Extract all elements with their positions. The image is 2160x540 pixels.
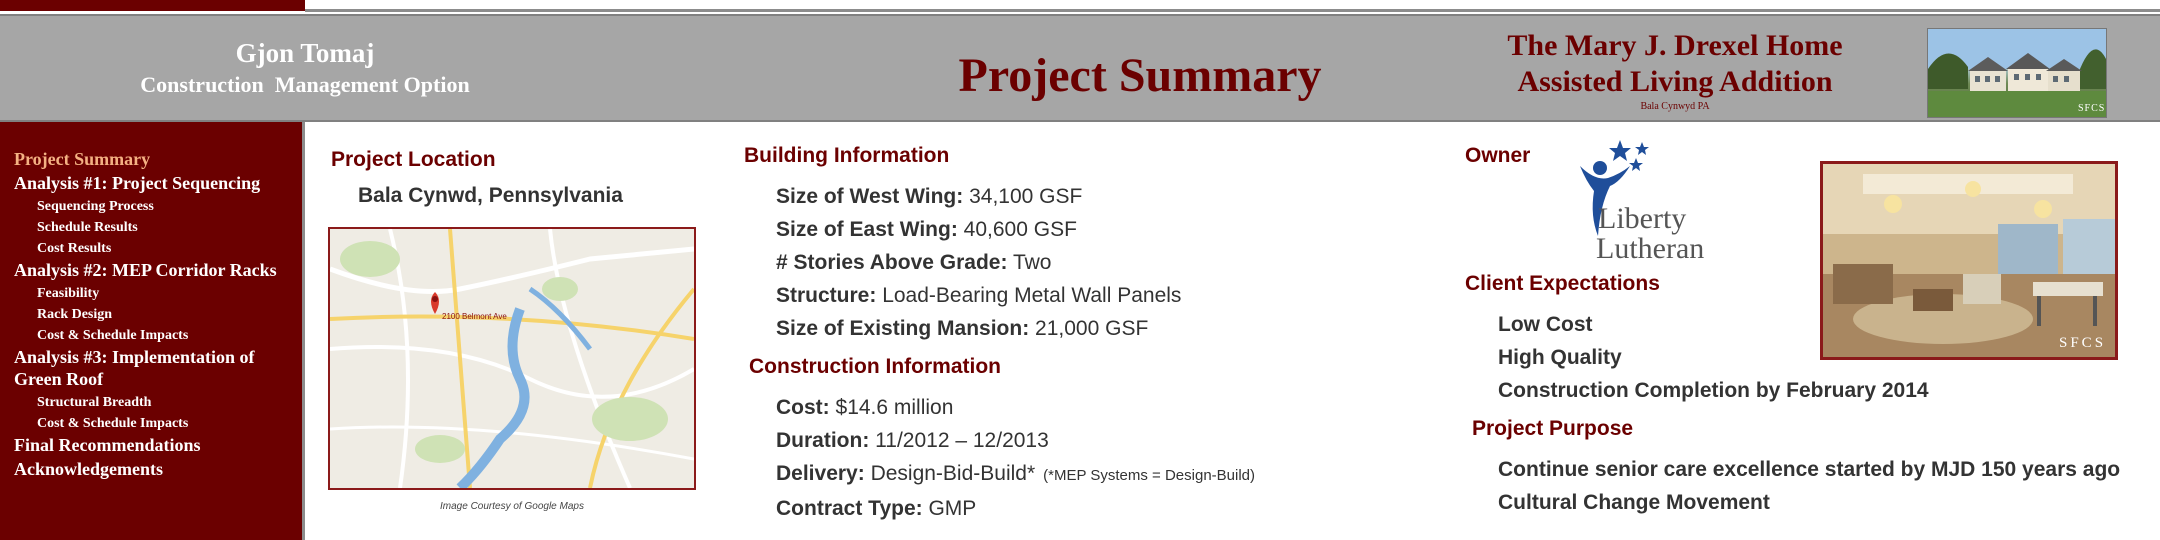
location-map bbox=[328, 227, 696, 490]
info-row bbox=[776, 457, 1255, 492]
info-row bbox=[776, 180, 1181, 213]
info-label: # Stories Above Grade: bbox=[776, 251, 1008, 274]
author-name: Gjon Tomaj bbox=[235, 38, 375, 68]
info-value: 34,100 GSF bbox=[969, 185, 1083, 208]
construction-info-list bbox=[776, 391, 1255, 525]
owner-heading: Owner bbox=[1465, 144, 1531, 167]
info-value: Two bbox=[1012, 251, 1052, 274]
info-label: Cost: bbox=[776, 396, 830, 419]
info-note: (*MEP Systems = Design-Build) bbox=[1043, 467, 1256, 484]
project-purpose-list bbox=[1498, 453, 2120, 519]
photo-watermark: SFCS bbox=[2059, 335, 2107, 351]
sidebar-item[interactable]: Sequencing Process bbox=[37, 199, 154, 214]
thumb-watermark: SFCS bbox=[2078, 103, 2106, 114]
list-item: Construction Completion by February 2014 bbox=[1498, 379, 1929, 402]
info-value: 21,000 GSF bbox=[1035, 317, 1149, 340]
project-name-line2: Assisted Living Addition bbox=[1517, 65, 1833, 98]
author-block bbox=[0, 36, 610, 100]
logo-line1: Liberty bbox=[1598, 202, 1687, 235]
sidebar bbox=[0, 122, 305, 540]
project-name-line1: The Mary J. Drexel Home bbox=[1507, 29, 1843, 62]
info-label: Structure: bbox=[776, 284, 877, 307]
interior-photo-illustration bbox=[1823, 164, 2115, 357]
sidebar-item[interactable]: Cost & Schedule Impacts bbox=[37, 416, 189, 431]
top-strip-rule bbox=[305, 9, 2160, 12]
info-value: $14.6 million bbox=[835, 396, 954, 419]
top-strip-accent bbox=[0, 0, 305, 11]
project-purpose-heading: Project Purpose bbox=[1472, 417, 1634, 440]
sidebar-item[interactable]: Structural Breadth bbox=[37, 395, 152, 410]
info-row bbox=[776, 492, 1255, 525]
project-location-value: Bala Cynwd, Pennsylvania bbox=[358, 184, 623, 207]
header-band bbox=[0, 14, 2160, 122]
building-info-list bbox=[776, 180, 1181, 345]
top-strip bbox=[0, 0, 2160, 14]
list-item: Cultural Change Movement bbox=[1498, 491, 1770, 514]
info-row bbox=[776, 391, 1255, 424]
info-value: 11/2012 – 12/2013 bbox=[875, 429, 1049, 452]
logo-line2: Lutheran bbox=[1596, 232, 1705, 265]
project-location-heading: Project Location bbox=[331, 148, 496, 171]
map-illustration bbox=[330, 229, 694, 488]
sidebar-item[interactable]: Analysis #3: Implementation of Green Roof bbox=[14, 347, 255, 389]
interior-photo bbox=[1820, 161, 2118, 360]
info-label: Delivery: bbox=[776, 462, 865, 485]
info-row bbox=[776, 424, 1255, 457]
building-thumbnail-illustration bbox=[1928, 29, 2106, 117]
project-location-small: Bala Cynwyd PA bbox=[1640, 101, 1710, 112]
info-label: Contract Type: bbox=[776, 497, 923, 520]
sidebar-item[interactable]: Schedule Results bbox=[37, 220, 138, 235]
info-value: GMP bbox=[928, 497, 977, 520]
client-expectations-heading: Client Expectations bbox=[1465, 272, 1660, 295]
sidebar-item[interactable]: Final Recommendations bbox=[14, 435, 201, 455]
building-thumbnail bbox=[1927, 28, 2107, 118]
map-pin-label: 2100 Belmont Ave bbox=[442, 312, 507, 321]
list-item: High Quality bbox=[1498, 346, 1622, 369]
sidebar-item[interactable]: Analysis #2: MEP Corridor Racks bbox=[14, 260, 277, 280]
info-value: 40,600 GSF bbox=[963, 218, 1077, 241]
building-info-heading: Building Information bbox=[744, 144, 950, 167]
sidebar-item[interactable]: Feasibility bbox=[37, 286, 100, 301]
sidebar-nav bbox=[14, 148, 299, 482]
info-value: Load-Bearing Metal Wall Panels bbox=[882, 284, 1182, 307]
info-row bbox=[776, 213, 1181, 246]
info-row bbox=[776, 279, 1181, 312]
author-option: Construction Management Option bbox=[140, 72, 470, 97]
sidebar-item[interactable]: Cost Results bbox=[37, 241, 112, 256]
construction-info-heading: Construction Information bbox=[749, 355, 1001, 378]
project-name bbox=[1475, 28, 1875, 114]
sidebar-item[interactable]: Analysis #1: Project Sequencing bbox=[14, 173, 261, 193]
info-label: Size of West Wing: bbox=[776, 185, 964, 208]
map-caption: Image Courtesy of Google Maps bbox=[440, 501, 584, 512]
sidebar-item[interactable]: Acknowledgements bbox=[14, 459, 163, 479]
liberty-lutheran-logo bbox=[1560, 136, 1730, 266]
info-label: Duration: bbox=[776, 429, 870, 452]
sidebar-item[interactable]: Cost & Schedule Impacts bbox=[37, 328, 189, 343]
page-title: Project Summary bbox=[958, 49, 1322, 102]
liberty-lutheran-logo-icon bbox=[1560, 136, 1730, 266]
sidebar-item[interactable]: Rack Design bbox=[37, 307, 113, 322]
info-row bbox=[776, 312, 1181, 345]
info-row bbox=[776, 246, 1181, 279]
info-label: Size of Existing Mansion: bbox=[776, 317, 1030, 340]
info-value: Design-Bid-Build* bbox=[870, 462, 1036, 485]
list-item: Low Cost bbox=[1498, 313, 1593, 336]
sidebar-item[interactable]: Project Summary bbox=[14, 149, 151, 169]
list-item: Continue senior care excellence started by MJD 150 years ago bbox=[1498, 458, 2121, 481]
info-label: Size of East Wing: bbox=[776, 218, 958, 241]
